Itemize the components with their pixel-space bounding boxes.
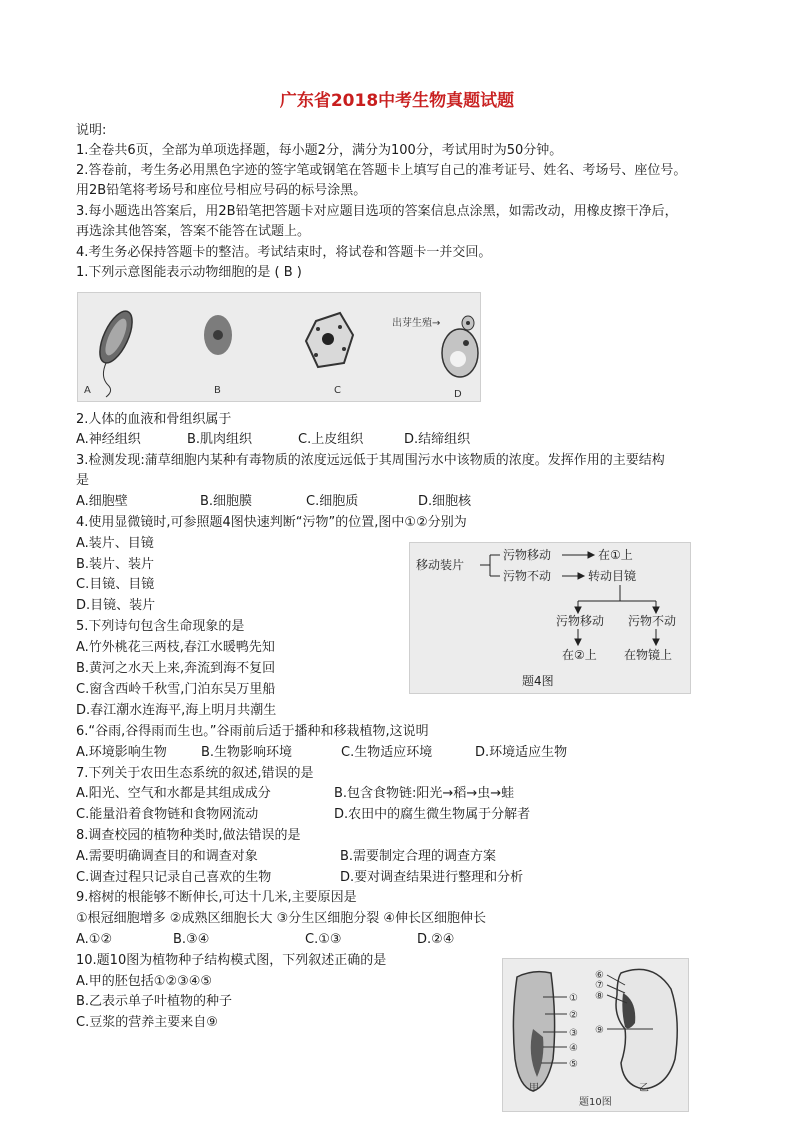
q6-option-c: C.生物适应环境 <box>341 745 433 760</box>
seed-num-8: ⑧ <box>595 991 604 1002</box>
q10-seed-figure-svg <box>503 959 688 1111</box>
q9-stem: 9.榕树的根能够不断伸长,可达十几米,主要原因是 <box>76 890 357 905</box>
cell-d-drawing <box>442 316 478 377</box>
q7-option-c: C.能量沿着食物链和食物网流动 <box>76 807 259 822</box>
seed-num-4: ④ <box>569 1043 578 1054</box>
corn-seed-drawing <box>513 972 567 1091</box>
instructions-heading: 说明: <box>76 123 107 138</box>
q7-option-d: D.农田中的腐生微生物属于分解者 <box>334 807 531 822</box>
q4-stem: 4.使用显微镜时,可参照题4图快速判断“污物”的位置,图中①②分别为 <box>76 515 467 530</box>
flow-on-2: 在②上 <box>562 648 597 662</box>
cell-b-drawing <box>204 315 232 355</box>
q8-option-c: C.调查过程只记录自己喜欢的生物 <box>76 870 272 885</box>
q3-option-c: C.细胞质 <box>306 494 359 509</box>
q2-stem: 2.人体的血液和骨组织属于 <box>76 412 232 427</box>
flow-caption: 题4图 <box>522 674 554 688</box>
q6-stem: 6.“谷雨,谷得雨而生也。”谷雨前后适于播种和移栽植物,这说明 <box>76 724 429 739</box>
q4-option-d: D.目镜、装片 <box>76 598 156 613</box>
seed-num-2: ② <box>569 1010 578 1021</box>
flow-on-objective: 在物镜上 <box>624 648 673 662</box>
q5-option-b: B.黄河之水天上来,奔流到海不复回 <box>76 661 276 676</box>
q7-stem: 7.下列关于农田生态系统的叙述,错误的是 <box>76 766 314 781</box>
q9-option-c: C.①③ <box>305 932 342 947</box>
q2-option-b: B.肌肉组织 <box>187 432 253 447</box>
instruction-line: 2.答卷前，考生务必用黑色字迹的签字笔或钢笔在答题卡上填写自己的准考证号、姓名、考场号、座位号。 <box>76 163 687 178</box>
q3-stem-cont: 是 <box>76 473 90 488</box>
q9-option-d: D.②④ <box>417 932 455 947</box>
seed-num-1: ① <box>569 993 578 1004</box>
q3-option-b: B.细胞膜 <box>200 494 253 509</box>
q5-option-c: C.窗含西岭千秋雪,门泊东吴万里船 <box>76 682 276 697</box>
seed-num-9: ⑨ <box>595 1025 604 1036</box>
q4-flowchart-svg <box>410 543 690 693</box>
q9-options <box>76 932 454 948</box>
q5-option-a: A.竹外桃花三两枝,春江水暖鸭先知 <box>76 640 275 655</box>
instruction-line: 再选涂其他答案，答案不能答在试题上。 <box>76 224 311 239</box>
seed-num-6: ⑥ <box>595 970 604 981</box>
instruction-line: 3.每小题选出答案后，用2B铅笔把答题卡对应题目选项的答案信息点涂黑，如需改动，用橡皮擦干净后， <box>76 204 678 219</box>
q6-option-a: A.环境影响生物 <box>76 745 167 760</box>
cell-label-d: D <box>454 389 462 400</box>
q7-option-a: A.阳光、空气和水都是其组成成分 <box>76 786 271 801</box>
cell-label-a: A <box>84 385 91 396</box>
q2-option-a: A.神经组织 <box>76 432 141 447</box>
flow-dirt-moves-2: 污物移动 <box>556 614 605 628</box>
q4-option-b: B.装片、装片 <box>76 557 155 572</box>
instruction-line: 1.全卷共6页，全部为单项选择题，每小题2分，满分为100分，考试用时为50分钟。 <box>76 143 563 158</box>
q3-option-d: D.细胞核 <box>418 494 472 509</box>
seed-num-5: ⑤ <box>569 1059 578 1070</box>
q7-options-row1 <box>76 786 514 802</box>
flow-dirt-still: 污物不动 <box>503 569 552 583</box>
q9-option-a: A.①② <box>76 932 113 947</box>
q2-option-d: D.结缔组织 <box>404 432 471 447</box>
q10-option-b: B.乙表示单子叶植物的种子 <box>76 994 233 1009</box>
flow-rotate-eyepiece: 转动目镜 <box>588 569 637 583</box>
q7-options-row2 <box>76 807 530 823</box>
q3-option-a: A.细胞壁 <box>76 494 128 509</box>
q8-options-row2 <box>76 870 523 886</box>
seed-label-right: 乙 <box>639 1083 649 1094</box>
q9-choices: ①根冠细胞增多 ②成熟区细胞长大 ③分生区细胞分裂 ④伸长区细胞伸长 <box>76 911 487 926</box>
q10-option-a: A.甲的胚包括①②③④⑤ <box>76 974 213 989</box>
page-title: 广东省2018中考生物真题试题 <box>279 91 515 111</box>
instruction-line: 4.考生务必保持答题卡的整洁。考试结束时，将试卷和答题卡一并交回。 <box>76 245 492 260</box>
q6-options <box>76 745 567 761</box>
bean-seed-drawing <box>607 969 677 1089</box>
flow-dirt-moves: 污物移动 <box>503 548 552 562</box>
flow-on-1: 在①上 <box>598 548 633 562</box>
q9-option-b: B.③④ <box>173 932 210 947</box>
q3-stem: 3.检测发现:蒲草细胞内某种有毒物质的浓度远远低于其周围污水中该物质的浓度。发挥作用的主要结构 <box>76 453 665 468</box>
seed-caption: 题10图 <box>579 1097 612 1108</box>
flow-move-slide: 移动装片 <box>416 558 465 572</box>
seed-label-left: 甲 <box>529 1083 539 1094</box>
cell-a-drawing <box>93 307 138 397</box>
q1-cell-figure <box>77 292 481 402</box>
q8-option-d: D.要对调查结果进行整理和分析 <box>340 870 524 885</box>
q6-option-b: B.生物影响环境 <box>201 745 293 760</box>
q2-options <box>76 432 470 448</box>
flow-dirt-still-2: 污物不动 <box>628 614 677 628</box>
q10-stem: 10.题10图为植物种子结构模式图，下列叙述正确的是 <box>76 953 387 968</box>
q4-flowchart <box>409 542 691 694</box>
q2-option-c: C.上皮组织 <box>298 432 364 447</box>
q10-option-c: C.豆浆的营养主要来自⑨ <box>76 1015 218 1030</box>
q5-stem: 5.下列诗句包含生命现象的是 <box>76 619 245 634</box>
q7-option-b: B.包含食物链:阳光→稻→虫→蛙 <box>334 786 515 801</box>
seed-num-3: ③ <box>569 1028 578 1039</box>
q10-seed-figure <box>502 958 689 1112</box>
q4-option-c: C.目镜、目镜 <box>76 577 155 592</box>
instruction-line: 用2B铅笔将考场号和座位号相应号码的标号涂黑。 <box>76 183 367 198</box>
q8-options-row1 <box>76 849 496 865</box>
cell-label-c: C <box>334 385 341 396</box>
q3-options <box>76 494 471 510</box>
budding-annotation: 出芽生殖→ <box>392 318 441 329</box>
q4-option-a: A.装片、目镜 <box>76 536 154 551</box>
q1-stem: 1.下列示意图能表示动物细胞的是 ( B ) <box>76 265 302 280</box>
cell-c-drawing <box>306 313 353 367</box>
q8-option-a: A.需要明确调查目的和调查对象 <box>76 849 258 864</box>
cell-label-b: B <box>214 385 221 396</box>
q6-option-d: D.环境适应生物 <box>475 745 568 760</box>
q8-stem: 8.调查校园的植物种类时,做法错误的是 <box>76 828 301 843</box>
seed-num-7: ⑦ <box>595 980 604 991</box>
q8-option-b: B.需要制定合理的调查方案 <box>340 849 497 864</box>
q1-cell-figure-svg <box>78 293 480 401</box>
q5-option-d: D.春江潮水连海平,海上明月共潮生 <box>76 703 277 718</box>
